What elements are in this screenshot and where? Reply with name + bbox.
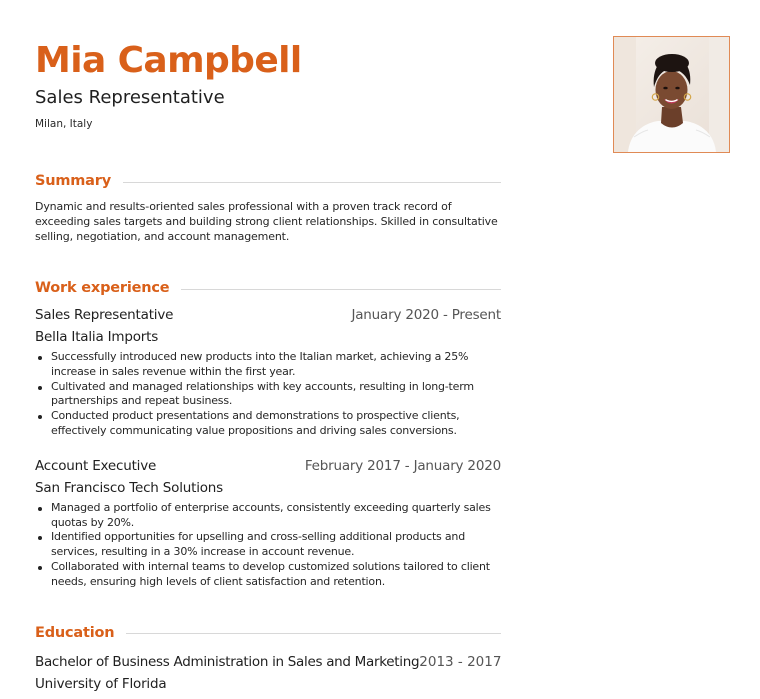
job-company: Bella Italia Imports: [35, 329, 159, 345]
education-title: Education: [35, 624, 115, 641]
job-bullet: Cultivated and managed relationships with key accounts, resulting in long-term partnerships and repeat business.: [51, 380, 501, 410]
profile-photo-icon: [614, 37, 729, 152]
job-title: Sales Representative: [35, 307, 174, 323]
candidate-name: Mia Campbell: [35, 40, 302, 81]
education-section: [35, 623, 501, 694]
education-school: University of Florida: [35, 675, 167, 692]
job-bullet: Managed a portfolio of enterprise accounts, consistently exceeding quarterly sales quotas by 20%.: [51, 501, 501, 531]
summary-title: Summary: [35, 173, 111, 189]
profile-photo: [613, 36, 730, 153]
summary-heading: [35, 171, 501, 191]
job-dates: January 2020 - Present: [351, 307, 501, 323]
work-experience-title: Work experience: [35, 280, 170, 296]
job-bullet: Conducted product presentations and demonstrations to prospective clients, effectively communicating value propositions and driving sales conversions.: [51, 409, 501, 439]
job-company: San Francisco Tech Solutions: [35, 479, 223, 496]
job-bullet: Identified opportunities for upselling and cross-selling additional products and services, resulting in a 30% increase in account revenue.: [51, 530, 501, 560]
job-bullet: Successfully introduced new products into the Italian market, achieving a 25% increase in sales revenue within the first year.: [51, 350, 501, 380]
job-dates: February 2017 - January 2020: [304, 457, 501, 474]
education-heading: [35, 623, 501, 643]
work-experience-heading: [35, 278, 501, 298]
resume-body: [35, 171, 501, 694]
job-entry: [35, 456, 501, 590]
job-bullets: [35, 501, 501, 590]
work-experience-section: [35, 278, 501, 590]
resume-header: [35, 38, 555, 132]
job-bullet: Collaborated with internal teams to develop customized solutions tailored to client needs, ensuring high levels of client satisfaction and retention.: [51, 560, 501, 590]
summary-section: [35, 171, 501, 244]
job-title: Account Executive: [35, 457, 157, 474]
job-entry: [35, 305, 501, 439]
candidate-role: Sales Representative: [35, 87, 225, 108]
education-degree: Bachelor of Business Administration in Sales and Marketing: [35, 653, 420, 670]
job-bullets: [35, 350, 501, 439]
education-dates: 2013 - 2017: [419, 653, 502, 670]
section-divider: [123, 182, 501, 183]
summary-text: Dynamic and results-oriented sales professional with a proven track record of exceeding sales targets and building strong client relationships. Skilled in consultative selling, negotiation, and account management.: [35, 200, 498, 243]
candidate-location: Milan, Italy: [35, 118, 93, 130]
section-divider: [181, 289, 501, 290]
section-divider: [126, 633, 501, 634]
